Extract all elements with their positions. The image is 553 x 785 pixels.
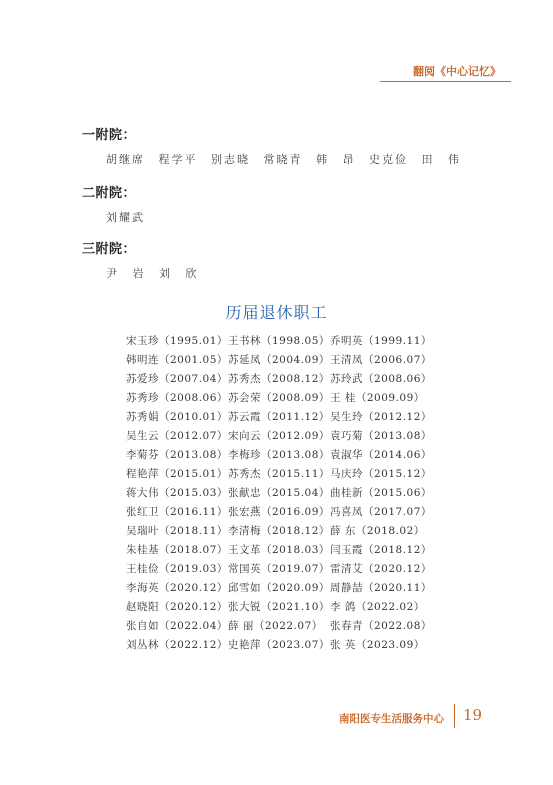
retired-staff-entry: 苏玲武（2008.06） xyxy=(330,373,432,385)
retired-staff-entry: 王清凤（2006.07） xyxy=(330,354,432,366)
retired-staff-entry: 马庆玲（2015.12） xyxy=(330,468,432,480)
header-rule xyxy=(380,81,511,82)
retired-staff-entry: 冯喜凤（2017.07） xyxy=(330,506,432,518)
retired-staff-entry: 张春青（2022.08） xyxy=(330,620,432,632)
retired-staff-entry: 程艳萍（2015.01） xyxy=(126,468,228,480)
retired-staff-entry: 苏爱珍（2007.04） xyxy=(126,373,228,385)
retired-staff-entry: 苏会荣（2008.09） xyxy=(228,392,330,404)
retired-staff-entry: 袁淑华（2014.06） xyxy=(330,449,432,461)
retired-staff-entry: 苏秀珍（2008.06） xyxy=(126,392,228,404)
retired-staff-entry: 李清梅（2018.12） xyxy=(228,525,330,537)
retired-staff-entry: 朱桂基（2018.07） xyxy=(126,544,228,556)
retired-staff-entry: 李菊芬（2013.08） xyxy=(126,449,228,461)
section-names: 刘耀武 xyxy=(106,211,145,224)
retired-staff-entry: 史艳萍（2023.07） xyxy=(228,639,330,651)
retired-staff-entry: 吴生云（2012.07） xyxy=(126,430,228,442)
retired-staff-entry: 袁巧菊（2013.08） xyxy=(330,430,432,442)
retired-staff-entry: 雷清艾（2020.12） xyxy=(330,563,432,575)
retired-staff-entry: 王文革（2018.03） xyxy=(228,544,330,556)
retired-staff-entry: 常国英（2019.07） xyxy=(228,563,330,575)
retired-staff-entry: 吴瑞叶（2018.11） xyxy=(126,525,228,537)
retired-staff-title: 历届退休职工 xyxy=(225,303,328,322)
retired-staff-entry: 苏秀杰（2008.12） xyxy=(228,373,330,385)
retired-staff-entry: 苏云霞（2011.12） xyxy=(228,411,330,423)
retired-staff-entry: 张红卫（2016.11） xyxy=(126,506,228,518)
section-names: 胡继席 程学平 别志晓 常晓青 韩 昂 史克俭 田 伟 xyxy=(106,153,461,166)
retired-staff-entry: 张宏燕（2016.09） xyxy=(228,506,330,518)
retired-staff-entry: 薛 东（2018.02） xyxy=(330,525,425,537)
retired-staff-entry: 苏延凤（2004.09） xyxy=(228,354,330,366)
section-names: 尹 岩 刘 欣 xyxy=(106,267,199,280)
retired-staff-entry: 李 鸽（2022.02） xyxy=(330,601,425,613)
retired-staff-entry: 张自如（2022.04） xyxy=(126,620,228,632)
retired-staff-entry: 赵晓阳（2020.12） xyxy=(126,601,228,613)
retired-staff-list xyxy=(126,334,432,653)
retired-staff-entry: 王 桂（2009.09） xyxy=(330,392,425,404)
retired-staff-entry: 李梅珍（2013.08） xyxy=(228,449,330,461)
retired-staff-entry: 李海英（2020.12） xyxy=(126,582,228,594)
retired-staff-entry: 蒋大伟（2015.03） xyxy=(126,487,228,499)
retired-staff-entry: 宋玉珍（1995.01） xyxy=(126,335,228,347)
section-third-hospital xyxy=(82,238,199,281)
retired-staff-entry: 曲桂新（2015.06） xyxy=(330,487,432,499)
retired-staff-entry: 张 英（2023.09） xyxy=(330,639,425,651)
section-second-hospital xyxy=(82,182,145,225)
retired-staff-entry: 王书林（1998.05） xyxy=(228,335,330,347)
retired-staff-entry: 韩明连（2001.05） xyxy=(126,354,228,366)
retired-staff-entry: 乔明英（1999.11） xyxy=(330,335,432,347)
retired-staff-entry: 吴生玲（2012.12） xyxy=(330,411,432,423)
retired-staff-entry: 闫玉霞（2018.12） xyxy=(330,544,432,556)
retired-staff-entry: 邱雪如（2020.09） xyxy=(228,582,330,594)
retired-staff-entry: 宋向云（2012.09） xyxy=(228,430,330,442)
retired-staff-entry: 张献忠（2015.04） xyxy=(228,487,330,499)
section-title: 二附院： xyxy=(82,186,137,201)
retired-staff-entry: 王桂俭（2019.03） xyxy=(126,563,228,575)
section-title: 三附院： xyxy=(82,242,137,257)
section-title: 一附院： xyxy=(82,128,137,143)
page-number: 19 xyxy=(463,706,483,724)
section-first-hospital xyxy=(82,124,461,167)
footer-divider xyxy=(454,704,455,728)
retired-staff-entry: 苏秀杰（2015.11） xyxy=(228,468,330,480)
retired-staff-entry: 周静喆（2020.11） xyxy=(330,582,432,594)
retired-staff-entry: 刘丛林（2022.12） xyxy=(126,639,228,651)
retired-staff-entry: 苏秀娟（2010.01） xyxy=(126,411,228,423)
retired-staff-entry: 薛 丽（2022.07） xyxy=(228,620,323,632)
footer-text: 南阳医专生活服务中心 xyxy=(339,713,444,725)
retired-staff-entry: 张大锐（2021.10） xyxy=(228,601,330,613)
header-title: 翻阅《中心记忆》 xyxy=(413,65,501,78)
